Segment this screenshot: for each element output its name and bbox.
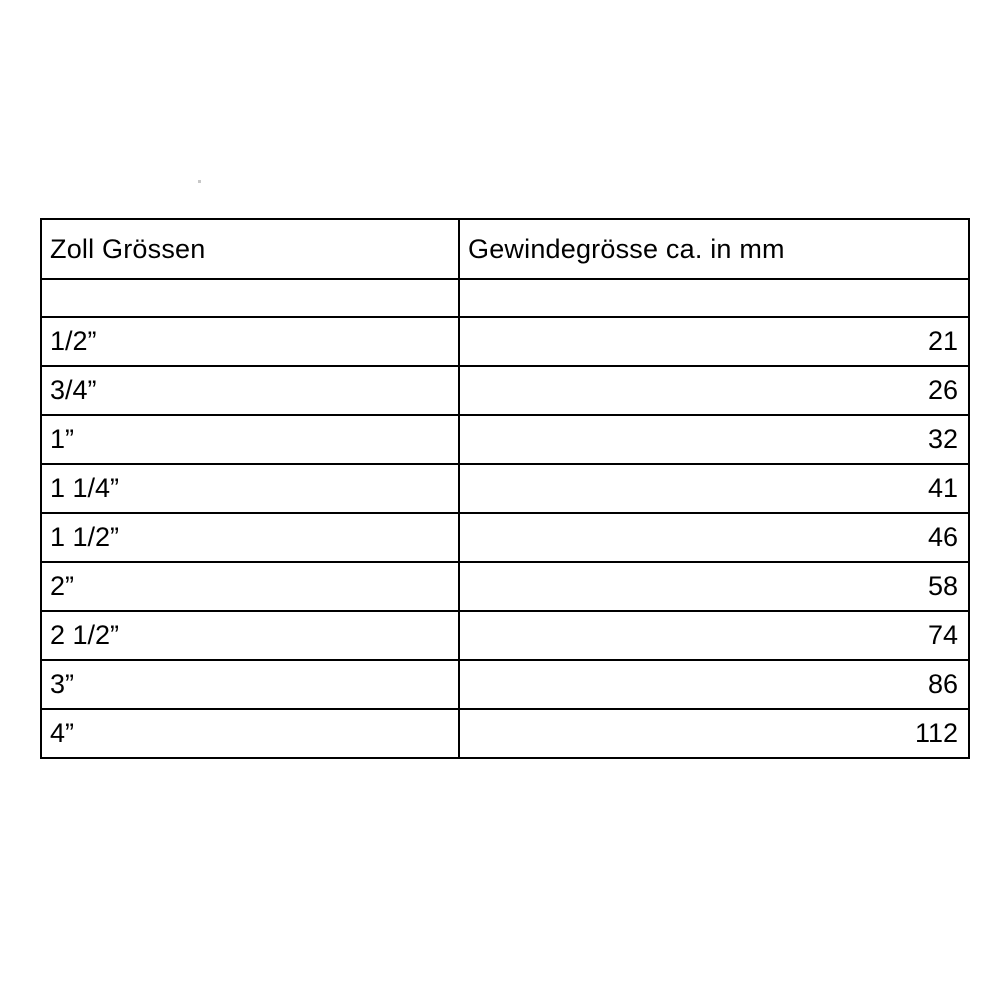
spacer-cell-right	[459, 279, 969, 317]
dust-speck	[198, 180, 201, 183]
cell-mm: 41	[459, 464, 969, 513]
spacer-cell-left	[41, 279, 459, 317]
table-row	[41, 317, 969, 366]
table-row	[41, 513, 969, 562]
cell-zoll: 1”	[41, 415, 459, 464]
cell-mm: 112	[459, 709, 969, 758]
cell-zoll: 2 1/2”	[41, 611, 459, 660]
cell-zoll: 1 1/4”	[41, 464, 459, 513]
cell-mm: 86	[459, 660, 969, 709]
table-row	[41, 562, 969, 611]
cell-mm: 46	[459, 513, 969, 562]
table-header-row	[41, 219, 969, 279]
cell-mm: 26	[459, 366, 969, 415]
table-row	[41, 415, 969, 464]
cell-mm: 74	[459, 611, 969, 660]
cell-zoll: 3/4”	[41, 366, 459, 415]
size-conversion-table	[40, 218, 970, 759]
table-row	[41, 660, 969, 709]
cell-zoll: 4”	[41, 709, 459, 758]
cell-mm: 21	[459, 317, 969, 366]
table-row	[41, 366, 969, 415]
cell-mm: 32	[459, 415, 969, 464]
cell-mm: 58	[459, 562, 969, 611]
cell-zoll: 1 1/2”	[41, 513, 459, 562]
table-row	[41, 709, 969, 758]
cell-zoll: 1/2”	[41, 317, 459, 366]
table-row	[41, 611, 969, 660]
cell-zoll: 3”	[41, 660, 459, 709]
column-header-mm: Gewindegrösse ca. in mm	[459, 219, 969, 279]
size-conversion-table-container	[40, 218, 968, 759]
table-spacer-row	[41, 279, 969, 317]
table-row	[41, 464, 969, 513]
column-header-zoll: Zoll Grössen	[41, 219, 459, 279]
cell-zoll: 2”	[41, 562, 459, 611]
